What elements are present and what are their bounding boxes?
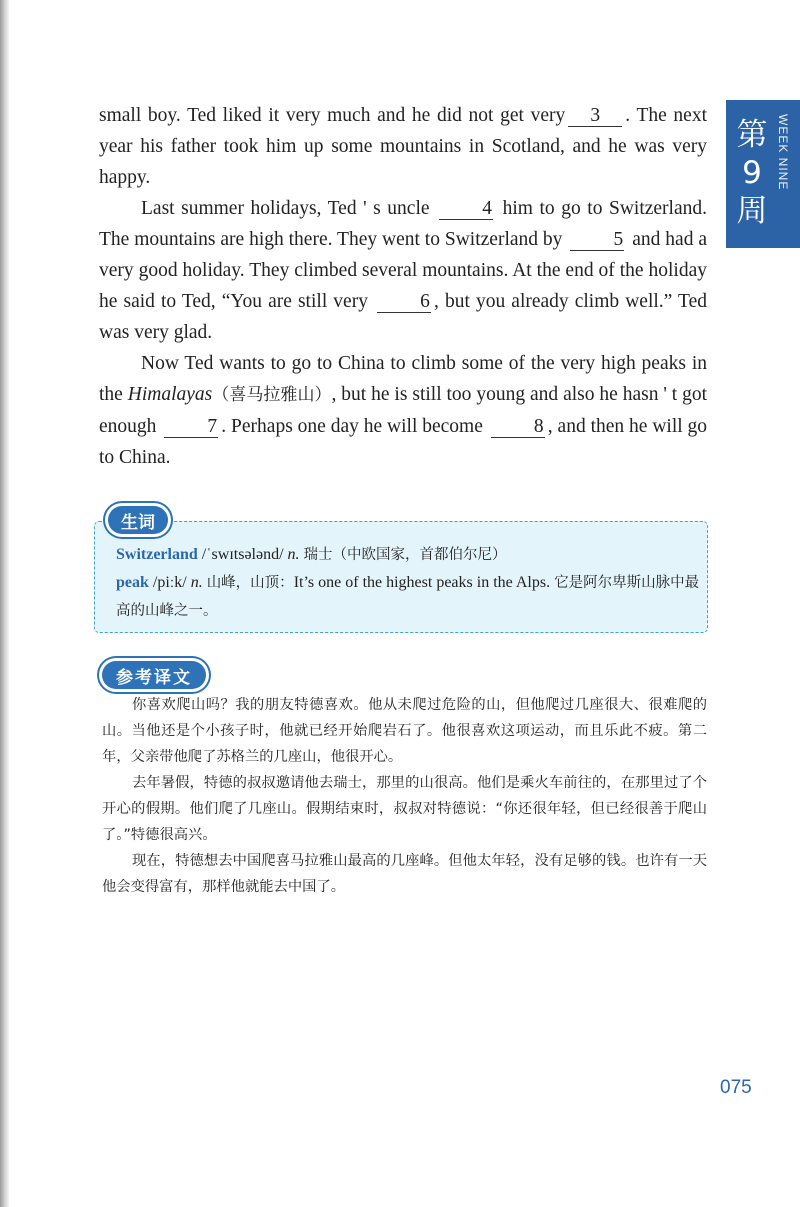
story-text-run: him to go to Switzerland. The mountains are high there. They went to Switzerland by xyxy=(99,198,707,250)
himalayas-chinese: （喜马拉雅山） xyxy=(212,385,332,405)
story-text xyxy=(99,100,707,473)
story-text-run: , and then he will go to China. xyxy=(99,416,708,468)
vocabulary-label: 生词 xyxy=(108,506,168,534)
blank-8: 8 xyxy=(491,417,545,438)
vocab-phonetic: /piːk/ xyxy=(152,574,187,591)
vocab-word: Switzerland xyxy=(116,546,198,563)
blank-6: 6 xyxy=(377,292,431,313)
blank-5: 5 xyxy=(570,230,624,251)
blank-7: 7 xyxy=(164,417,218,438)
story-text-run: . Perhaps one day he will become xyxy=(221,416,483,437)
story-text-run: Now Ted wants to go to China to climb some of the very high peaks in the xyxy=(99,353,707,405)
vocab-pos: n. xyxy=(287,546,300,563)
reference-translation xyxy=(102,692,707,900)
translation-paragraph-3: 现在，特德想去中国爬喜马拉雅山最高的几座峰。但他太年轻，没有足够的钱。也许有一天他会变得富有，那样他就能去中国了。 xyxy=(102,853,707,895)
translation-paragraph-2: 去年暑假，特德的叔叔邀请他去瑞士，那里的山很高。他们是乘火车前往的，在那里过了个开心的假期。他们爬了几座山。假期结束时，叔叔对特德说：“你还很年轻，但已经很善于爬山了。”特德很高兴。 xyxy=(102,775,707,843)
story-paragraph-2 xyxy=(99,193,707,348)
story-text-run: Last summer holidays, Ted ' s uncle xyxy=(141,198,430,219)
week-tab-english: WEEK NINE xyxy=(776,114,790,191)
story-text-run: and had a very good holiday. They climbed several mountains. At the end of the holiday he said to Ted, “You are still very xyxy=(99,229,708,312)
vocab-entry-switzerland xyxy=(116,541,701,569)
translation-label: 参考译文 xyxy=(102,661,206,689)
vocab-example-cn: 它是阿尔卑斯山脉中最高的山峰之一。 xyxy=(116,575,700,619)
story-paragraph-1 xyxy=(99,100,707,193)
page-number: 075 xyxy=(720,1077,752,1098)
week-tab-chinese: 第9周 xyxy=(736,117,768,229)
translation-paragraph-1: 你喜欢爬山吗？我的朋友特德喜欢。他从未爬过危险的山，但他爬过几座很大、很难爬的山。当他还是个小孩子时，他就已经开始爬岩石了。他很喜欢这项运动，而且乐此不疲。第二年，父亲带他爬了苏格兰的几座山，他很开心。 xyxy=(102,697,707,765)
blank-3: 3 xyxy=(568,106,622,127)
story-text-run: small boy. Ted liked it very much and he did not get very xyxy=(99,105,566,126)
blank-4: 4 xyxy=(439,199,493,220)
himalayas-term: Himalayas xyxy=(127,384,213,405)
book-spine-shadow xyxy=(0,0,9,1207)
story-paragraph-3 xyxy=(99,348,707,473)
vocabulary-entries xyxy=(116,541,701,625)
vocab-pos: n. xyxy=(190,574,203,591)
story-text-run: , but you already climb well.” Ted was very glad. xyxy=(99,291,707,343)
week-tab xyxy=(726,100,800,248)
vocab-entry-peak xyxy=(116,569,701,625)
story-text-run: , but he is still too young and also he hasn ' t got enough xyxy=(99,384,708,437)
vocab-word: peak xyxy=(116,574,149,591)
vocab-definition: 瑞士（中欧国家，首都伯尔尼） xyxy=(303,547,507,563)
vocab-phonetic: /ˈswɪtsələnd/ xyxy=(201,546,284,563)
vocab-definition: 山峰，山顶： xyxy=(206,575,294,591)
story-text-run: . The next year his father took him up some mountains in Scotland, and he was very happy. xyxy=(99,105,707,188)
vocab-example-en: It’s one of the highest peaks in the Alps. xyxy=(293,574,551,591)
